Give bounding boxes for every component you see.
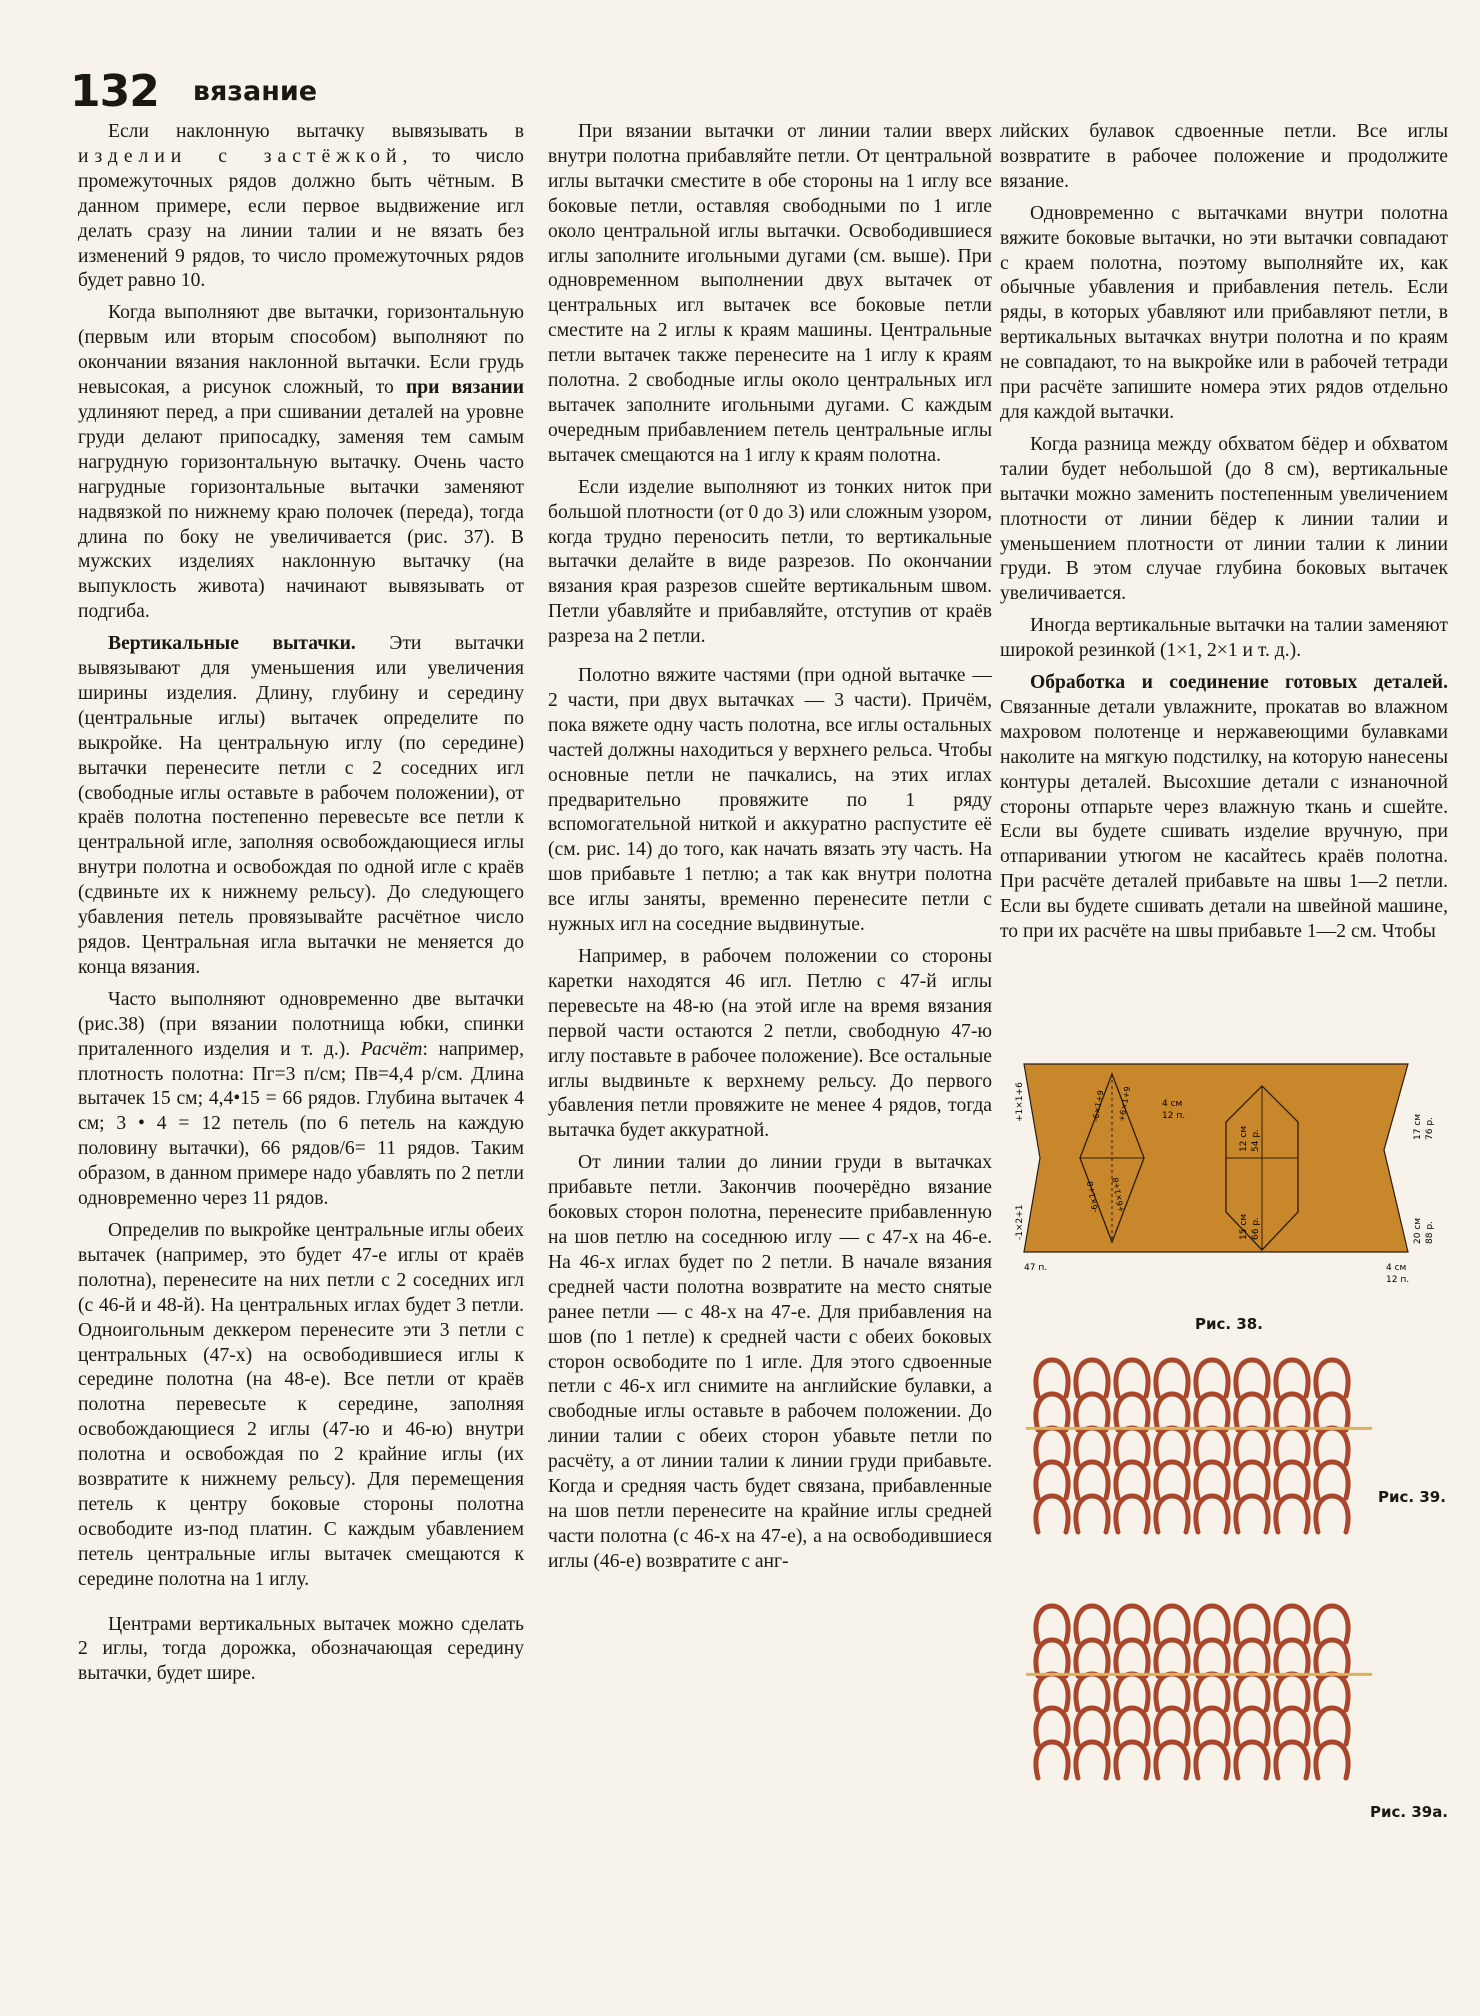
stitch-loop xyxy=(1036,1674,1068,1710)
column-3 xyxy=(1000,120,1448,952)
stitch-loop xyxy=(1156,1462,1188,1498)
stitch-loop xyxy=(1076,1640,1108,1676)
figure-38-diagram xyxy=(1012,1062,1440,1302)
bottom-left-label: 47 п. xyxy=(1024,1263,1048,1273)
stitch-loop xyxy=(1236,1360,1268,1396)
stitch-loop xyxy=(1076,1428,1108,1464)
stitch-loop xyxy=(1236,1674,1268,1710)
paragraph: Иногда вертикальные вытачки на талии заменяют широкой резинкой (1×1, 2×1 и т. д.). xyxy=(1000,615,1448,662)
stitch-loop xyxy=(1276,1462,1308,1498)
stitch-loop xyxy=(1116,1462,1148,1498)
column-2 xyxy=(548,120,992,1582)
stitch-loop xyxy=(1196,1674,1228,1710)
figure-39-knit-stitches xyxy=(1022,1352,1382,1567)
stitch-loop xyxy=(1036,1742,1068,1778)
stitch-loop xyxy=(1156,1428,1188,1464)
stitch-loop xyxy=(1116,1496,1148,1532)
paragraph: От линии талии до линии груди в вытачках прибавьте петли. Закончив поочерёдно вязание боковых сторон полотна, перенесите прибавленную на шов петлю на соседнюю иглу — с 47-х на 46-е. На 46-х иглах будет по 2 петли. В начале вязания средней части полотна возвратите на место снятые ранее петли — с 48-х на 47-е. Для прибавления на шов (по 1 петле) к средней части с обеих боковых сторон освободите по 1 игле. Для этого сдвоенные петли с 46-х игл снимите на английские булавки, а свободные иглы оставьте в рабочем положении. До линии талии с обеих сторон убавьте петли по расчёту, а от линии талии к линии груди прибавьте. Когда и средняя часть будет связана, прибавленные на шов петли перенесите на крайние иглы средней части полотна (с 46-х на 47-е), а на освободившиеся иглы (46-е) возвратите с анг- xyxy=(548,1152,992,1572)
stitch-loop xyxy=(1076,1606,1108,1642)
right-top-r: 76 р. xyxy=(1425,1117,1435,1140)
stitch-loop xyxy=(1276,1496,1308,1532)
paragraph: Определив по выкройке центральные иглы обеих вытачек (например, это будет 47-е иглы от краёв полотна), перенесите на них петли с 2 соседних игл (с 46-й и 48-й). На центральных иглах будет 3 петли. Одноигольным деккером перенесите эти 3 петли с центральных (47-х) на освободившиеся иглы к середине полотна (на 48-е). Все петли от краёв полотна перевесьте к середине, заполняя освобождающиеся 2 иглы (47-ю и 46-ю) внутри полотна и освобождая по 2 крайние иглы (их возвратите к нижнему рельсу). Для перемещения петель к центру боковые стороны полотна освободите из-под платин. С каждым убавлением петель центральные иглы вытачек смещаются к середине полотна на 1 иглу. xyxy=(78,1219,524,1590)
figure-39a-knit-stitches xyxy=(1022,1594,1382,1819)
stitch-loop xyxy=(1236,1496,1268,1532)
stitch-loop xyxy=(1196,1462,1228,1498)
stitch-loop xyxy=(1156,1742,1188,1778)
stitch-loop xyxy=(1236,1742,1268,1778)
len1-r: 54 р. xyxy=(1251,1129,1261,1152)
paragraph: Часто выполняют одновременно две вытачки (рис.38) (при вязании полотнища юбки, спинки приталенного изделия и т. д.). Расчёт: например, плотность полотна: Пг=3 п/см; Пв=4,4 р/см. Длина вытачек 15 см; 4,4•15 = 66 рядов. Глубина вытачек 4 см; 3 • 4 = 12 петель (по 6 петель на каждую половину вытачки), 66 рядов/6= 11 рядов. Таким образом, в данном примере надо убавлять по 2 петли одновременно через 11 рядов. xyxy=(78,988,524,1210)
stitch-loop xyxy=(1276,1640,1308,1676)
stitch-loop xyxy=(1316,1428,1348,1464)
stitch-loop xyxy=(1196,1742,1228,1778)
stitch-loop xyxy=(1316,1360,1348,1396)
stitch-loop xyxy=(1156,1360,1188,1396)
stitch-loop xyxy=(1156,1640,1188,1676)
paragraph: Полотно вяжите частями (при одной вытачке — 2 части, при двух вытачках — 3 части). Причём, пока вяжете одну часть полотна, все иглы остальных частей должны находиться у верхнего рельса. Чтобы основные петли не пачкались, на этих иглах предварительно провяжите по 1 ряду вспомогательной ниткой и аккуратно распустите её (см. рис. 14) до того, как начать вязать эту часть. На шов прибавьте 1 петлю; а так как внутри полотна все иглы заняты, временно перенесите петли с нужных игл на соседние выдвинутые. xyxy=(548,665,992,936)
stitch-loop xyxy=(1276,1674,1308,1710)
stitch-loop xyxy=(1316,1606,1348,1642)
stitch-loop xyxy=(1236,1708,1268,1744)
right-bottom-r: 88 р. xyxy=(1425,1221,1435,1244)
stitch-loop xyxy=(1116,1394,1148,1430)
stitch-loop xyxy=(1316,1462,1348,1498)
stitch-loop xyxy=(1236,1394,1268,1430)
paragraph: Когда выполняют две вытачки, горизонтальную (первым или вторым способом) выполняют по окончании вязания наклонной вытачки. Если грудь невысокая, а рисунок сложный, то при вязании удлиняют перед, а при сшивании деталей на уровне груди делают припосадку, заменяя тем самым нагрудную горизонтальную вытачку. Очень часто нагрудные горизонтальные вытачки заменяют надвязкой по нижнему краю полочек (переда), тогда длина по боку не увеличивается (рис. 37). В мужских изделиях наклонную вытачку (на выпуклость живота) начинают вывязывать от подгиба. xyxy=(78,302,525,623)
stitch-loop xyxy=(1076,1674,1108,1710)
stitch-loop xyxy=(1036,1394,1068,1430)
left-bottom-label: -1×2+1 xyxy=(1015,1204,1025,1240)
stitch-loop xyxy=(1196,1640,1228,1676)
paragraph: Если наклонную вытачку вывязывать в изделии с застёжкой, то число промежуточных рядов должно быть чётным. В данном примере, если первое выдвижение игл делать сразу на линии талии и не вязать без изменений 9 рядов, то число промежуточных рядов будет равно 10. xyxy=(78,121,524,292)
stitch-loop xyxy=(1076,1462,1108,1498)
stitch-loop xyxy=(1236,1428,1268,1464)
subheading: Обработка и соединение готовых деталей. xyxy=(1030,672,1448,694)
stitch-loop xyxy=(1076,1496,1108,1532)
stitch-loop xyxy=(1236,1640,1268,1676)
paragraph: Например, в рабочем положении со стороны каретки находятся 46 игл. Петлю с 47-й иглы перевесьте на 48-ю (на этой игле на время вязания первой части остаются 2 петли, свободную 47-ю иглу поставьте в рабочее положение). Все остальные иглы выдвиньте к верхнему рельсу. До первого убавления петли провяжите не менее 4 рядов, тогда вытачка будет аккуратной. xyxy=(548,946,992,1142)
stitch-loop xyxy=(1196,1394,1228,1430)
stitch-loop xyxy=(1116,1428,1148,1464)
stitch-loop xyxy=(1316,1708,1348,1744)
stitch-loop xyxy=(1196,1708,1228,1744)
stitch-loop xyxy=(1076,1708,1108,1744)
stitch-loop xyxy=(1036,1360,1068,1396)
stitch-loop xyxy=(1276,1742,1308,1778)
depth-cm: 4 см xyxy=(1162,1099,1183,1109)
stitch-loop xyxy=(1116,1640,1148,1676)
stitch-loop xyxy=(1036,1606,1068,1642)
stitch-loop xyxy=(1156,1708,1188,1744)
stitch-loop xyxy=(1196,1428,1228,1464)
bottom-right-cm: 4 см xyxy=(1386,1263,1407,1273)
left-top-label: +1×1+6 xyxy=(1015,1082,1025,1122)
page-number: 132 xyxy=(70,66,159,117)
stitch-loop xyxy=(1116,1742,1148,1778)
stitch-loop xyxy=(1036,1496,1068,1532)
figure-39a-caption: Рис. 39а. xyxy=(1370,1803,1449,1821)
stitch-loop xyxy=(1076,1742,1108,1778)
paragraph: лийских булавок сдвоенные петли. Все иглы возвратите в рабочее положение и продолжите вязание. xyxy=(1000,121,1448,192)
stitch-loop xyxy=(1156,1674,1188,1710)
stitch-loop xyxy=(1116,1606,1148,1642)
stitch-loop xyxy=(1116,1360,1148,1396)
stitch-loop xyxy=(1276,1708,1308,1744)
stitch-loop xyxy=(1276,1394,1308,1430)
stitch-loop xyxy=(1076,1360,1108,1396)
stitch-loop xyxy=(1276,1360,1308,1396)
stitch-loop xyxy=(1316,1674,1348,1710)
stitch-loop xyxy=(1116,1708,1148,1744)
stitch-loop xyxy=(1316,1394,1348,1430)
stitch-loop xyxy=(1276,1428,1308,1464)
stitch-loop xyxy=(1196,1606,1228,1642)
paragraph: При вязании вытачки от линии талии вверх внутри полотна прибавляйте петли. От центральной иглы вытачки сместите в обе стороны на 1 иглу все боковые петли, оставляя свободными по 1 игле около центральной иглы вытачки. Освободившиеся иглы заполните игольными дугами (см. выше). При одновременном выполнении двух вытачек от центральных игл вытачек все боковые петли сместите на 2 иглы к краям машины. Центральные петли вытачек также перенесите на 1 иглу к краям полотна. 2 свободные иглы около центральных игл вытачек заполните игольными дугами. С каждым очередным прибавлением петель центральные иглы вытачек смещаются на 1 иглу к краям полотна. xyxy=(548,121,992,466)
stitch-loop xyxy=(1316,1640,1348,1676)
len2-cm: 15 см xyxy=(1239,1213,1249,1240)
paragraph: Вертикальные вытачки. Эти вытачки вывязывают для уменьшения или увеличения ширины изделия. Длину, глубину и середину (центральные иглы) вытачек определите по выкройке. На центральную иглу (по середине) вытачки перенесите петли с 2 соседних игл (свободные иглы оставьте в рабочем положении), от краёв полотна постепенно перевесьте все петли к центральной игле, заполняя освобождающиеся иглы внутри полотна и освобождая по одной игле с краёв (сдвиньте их к нижнему рельсу). До следующего убавления петель провязывайте расчётное число рядов. Центральная игла вытачки не меняется до конца вязания. xyxy=(78,633,524,978)
dart-label: -6×1+8 xyxy=(1085,1180,1100,1214)
dart-label: -6×1+9 xyxy=(1091,1089,1106,1123)
stitch-loop xyxy=(1316,1496,1348,1532)
len1-cm: 12 см xyxy=(1239,1125,1249,1152)
right-bottom-cm: 20 см xyxy=(1413,1217,1423,1244)
len2-r: 66 р. xyxy=(1251,1217,1261,1240)
dart-label: +6×1+8 xyxy=(1110,1176,1126,1214)
section-title: вязание xyxy=(192,76,318,107)
right-top-cm: 17 см xyxy=(1413,1113,1423,1140)
depth-p: 12 п. xyxy=(1162,1111,1186,1121)
stitch-loop xyxy=(1036,1428,1068,1464)
paragraph: Одновременно с вытачками внутри полотна вяжите боковые вытачки, но эти вытачки совпадают с краем полотна, поэтому выполняйте их, как обычные убавления и прибавления петель. Если ряды, в которых убавляют или прибавляют петли, в вертикальных вытачках внутри полотна и по краям не совпадают, то на выкройке или в рабочей тетради при расчёте запишите номера этих рядов отдельно для каждой вытачки. xyxy=(1000,202,1448,423)
stitch-loop xyxy=(1036,1462,1068,1498)
figure-39-caption: Рис. 39. xyxy=(1378,1488,1446,1506)
stitch-loop xyxy=(1276,1606,1308,1642)
paragraph: Обработка и соединение готовых деталей. Связанные детали увлажните, прокатав во влажном махровом полотенце и нержавеющими булавками наколите на мягкую подстилку, на которую нанесены контуры деталей. Высохшие детали с изнаночной стороны отпарьте через влажную ткань и сшейте. Если вы будете сшивать изделие вручную, при отпаривании утюгом не касайтесь краёв полотна. При расчёте деталей прибавьте на швы 1—2 петли. Если вы будете сшивать детали на швейной машине, то при их расчёте на швы прибавьте 1—2 см. Чтобы xyxy=(1000,672,1448,943)
stitch-loop xyxy=(1036,1708,1068,1744)
stitch-loop xyxy=(1076,1394,1108,1430)
page-header xyxy=(70,66,317,126)
stitch-loop xyxy=(1036,1640,1068,1676)
stitch-loop xyxy=(1196,1360,1228,1396)
stitch-loop xyxy=(1316,1742,1348,1778)
stitch-loop xyxy=(1236,1462,1268,1498)
bottom-right-p: 12 п. xyxy=(1386,1275,1410,1285)
stitch-loop xyxy=(1156,1394,1188,1430)
stitch-loop xyxy=(1116,1674,1148,1710)
paragraph: Центрами вертикальных вытачек можно сделать 2 иглы, тогда дорожка, обозначающая середину вытачки, будет шире. xyxy=(78,1613,524,1685)
paragraph: Если изделие выполняют из тонких ниток при большой плотности (от 0 до 3) или сложным узором, когда трудно переносить петли, то вертикальные вытачки делайте в виде разрезов. По окончании вязания края разрезов сшейте вертикальным швом. Петли убавляйте и прибавляйте, отступив от краёв разреза на 2 петли. xyxy=(548,476,992,648)
subheading: Вертикальные вытачки. xyxy=(108,633,356,655)
column-1 xyxy=(78,120,524,1694)
figure-38-caption: Рис. 38. xyxy=(1195,1315,1263,1333)
stitch-loop xyxy=(1156,1606,1188,1642)
stitch-loop xyxy=(1156,1496,1188,1532)
paragraph: Когда разница между обхватом бёдер и обхватом талии будет небольшой (до 8 см), вертикальные вытачки можно заменить постепенным увеличением плотности от линии бёдер к линии талии и уменьшением плотности от линии талии к линии груди. В этом случае глубина боковых вытачек увеличивается. xyxy=(1000,433,1448,605)
stitch-loop xyxy=(1196,1496,1228,1532)
stitch-loop xyxy=(1236,1606,1268,1642)
dart-label: +6×1+9 xyxy=(1117,1085,1133,1123)
